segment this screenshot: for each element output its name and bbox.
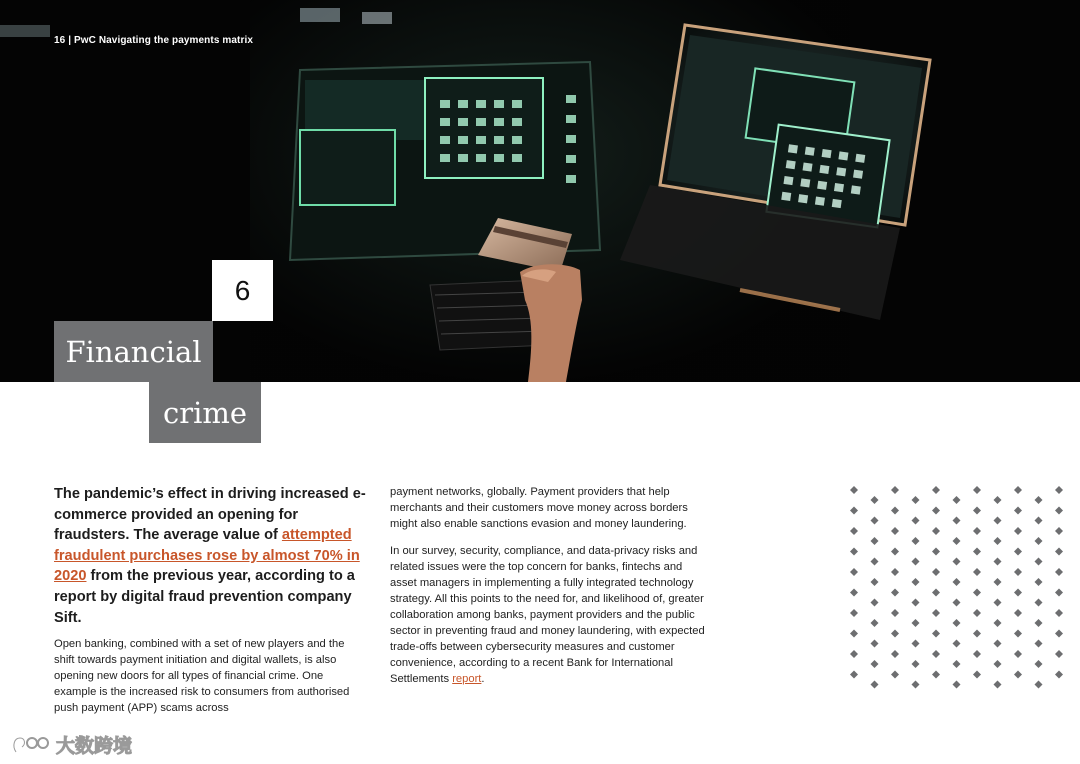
diamond-dot — [1055, 548, 1063, 556]
diamond-dot — [850, 609, 858, 617]
diamond-dot — [994, 558, 1002, 566]
diamond-dot — [994, 619, 1002, 627]
diamond-dot — [1035, 537, 1043, 545]
diamond-dot — [953, 537, 961, 545]
diamond-dot — [871, 558, 879, 566]
diamond-dot — [932, 486, 940, 494]
diamond-dot — [953, 681, 961, 689]
diamond-dot — [973, 671, 981, 679]
diamond-dot — [871, 537, 879, 545]
diamond-dot — [1055, 568, 1063, 576]
diamond-dot — [932, 650, 940, 658]
chapter-title-line2: crime — [149, 382, 261, 443]
diamond-dot — [953, 619, 961, 627]
diamond-dot — [871, 599, 879, 607]
diamond-dot — [912, 619, 920, 627]
diamond-dot — [891, 548, 899, 556]
body-column-2 — [390, 484, 712, 698]
diamond-dot — [1014, 650, 1022, 658]
diamond-dot — [994, 640, 1002, 648]
diamond-dot — [953, 640, 961, 648]
diamond-dot — [973, 527, 981, 535]
diamond-dot — [1035, 517, 1043, 525]
diamond-dot — [1014, 548, 1022, 556]
diamond-dot — [850, 507, 858, 515]
diamond-dot — [850, 568, 858, 576]
diamond-dot — [994, 578, 1002, 586]
diamond-dot — [891, 630, 899, 638]
diamond-dot — [994, 660, 1002, 668]
diamond-dot — [994, 681, 1002, 689]
diamond-dot — [1055, 671, 1063, 679]
diamond-dot — [912, 640, 920, 648]
diamond-dot — [973, 589, 981, 597]
diamond-dot — [891, 486, 899, 494]
diamond-dot — [1035, 619, 1043, 627]
diamond-dot — [1014, 671, 1022, 679]
diamond-dot — [1014, 568, 1022, 576]
diamond-dot — [973, 630, 981, 638]
diamond-dot — [1055, 630, 1063, 638]
diamond-dot — [1035, 496, 1043, 504]
diamond-dot — [953, 599, 961, 607]
col2-paragraph-1: payment networks, globally. Payment providers that help merchants and their customers move money across borders might also enable sanctions evasion and money laundering. — [390, 486, 688, 530]
chapter-number: 6 — [212, 260, 273, 321]
diamond-dot — [871, 619, 879, 627]
lead-text-end: from the previous year, according to a report by digital fraud prevention company Sift. — [54, 568, 355, 626]
watermark-text: 大数跨境 — [56, 736, 133, 757]
diamond-dot — [932, 671, 940, 679]
diamond-dot — [871, 517, 879, 525]
diamond-dot — [1055, 609, 1063, 617]
diamond-dot — [973, 548, 981, 556]
diamond-dot — [891, 589, 899, 597]
diamond-dot — [891, 568, 899, 576]
chapter-title-line1: Financial — [54, 321, 213, 382]
diamond-dot — [1014, 527, 1022, 535]
diamond-dot — [932, 589, 940, 597]
diamond-dot — [932, 609, 940, 617]
diamond-dot — [994, 517, 1002, 525]
diamond-dot — [932, 527, 940, 535]
sift-report-link[interactable]: attempted fraudulent purchases rose by almost 70% in 2020 — [54, 527, 360, 585]
diamond-dot-pattern — [846, 484, 1080, 694]
diamond-dot — [912, 517, 920, 525]
diamond-dot — [1014, 507, 1022, 515]
diamond-dot — [1035, 660, 1043, 668]
diamond-dot — [973, 609, 981, 617]
diamond-dot — [1035, 558, 1043, 566]
diamond-dot — [871, 640, 879, 648]
diamond-dot — [850, 630, 858, 638]
diamond-dot — [994, 537, 1002, 545]
diamond-dot — [891, 671, 899, 679]
diamond-dot — [1014, 630, 1022, 638]
diamond-dot — [850, 486, 858, 494]
diamond-dot — [994, 599, 1002, 607]
diamond-dot — [850, 671, 858, 679]
diamond-dot — [953, 558, 961, 566]
body-column-1: Open banking, combined with a set of new players and the shift towards payment initiation and digital wallets, is also opening new doors for all types of financial crime. One example is the increased risk to consumers from authorised push payment (APP) scams across — [54, 638, 350, 714]
diamond-dot — [912, 496, 920, 504]
diamond-dot — [891, 527, 899, 535]
diamond-dot — [1055, 507, 1063, 515]
diamond-dot — [932, 507, 940, 515]
diamond-dot — [973, 650, 981, 658]
diamond-dot — [1035, 681, 1043, 689]
diamond-dot — [912, 599, 920, 607]
diamond-dot — [891, 609, 899, 617]
diamond-dot — [932, 568, 940, 576]
diamond-dot — [871, 681, 879, 689]
diamond-dot — [953, 660, 961, 668]
diamond-dot — [953, 496, 961, 504]
diamond-dot — [932, 548, 940, 556]
watermark-logo-icon — [10, 734, 50, 756]
diamond-dot — [1055, 589, 1063, 597]
diamond-dot — [1055, 486, 1063, 494]
diamond-dot — [912, 537, 920, 545]
diamond-dot — [850, 589, 858, 597]
diamond-dot — [1055, 527, 1063, 535]
diamond-dot — [1035, 640, 1043, 648]
diamond-dot — [871, 660, 879, 668]
diamond-dot — [973, 507, 981, 515]
diamond-dot — [850, 650, 858, 658]
lead-paragraph — [54, 484, 366, 628]
diamond-dot — [1014, 486, 1022, 494]
diamond-dot — [953, 578, 961, 586]
diamond-dot — [1035, 578, 1043, 586]
diamond-dot — [973, 486, 981, 494]
col2-paragraph-2-text: In our survey, security, compliance, and data-privacy risks and related issues were the top concern for banks, fintechs and asset managers in implementing a fully integrated technology strategy. All this points to the need for, and likelihood of, greater collaboration among banks, payment providers and the public sector in preventing fraud and money laundering, with expected trade-offs between cybersecurity measures and customer convenience, according to a recent Bank for International Settlements — [390, 545, 705, 685]
diamond-dot — [1014, 609, 1022, 617]
diamond-dot — [912, 578, 920, 586]
running-head: 16 | PwC Navigating the payments matrix — [54, 35, 253, 46]
diamond-dot — [1055, 650, 1063, 658]
diamond-dot — [850, 527, 858, 535]
diamond-dot — [912, 681, 920, 689]
diamond-dot — [912, 558, 920, 566]
diamond-dot — [871, 578, 879, 586]
diamond-dot — [1035, 599, 1043, 607]
col2-paragraph-2 — [390, 543, 712, 687]
diamond-dot — [973, 568, 981, 576]
lead-text-start: The pandemic’s effect in driving increased e-commerce provided an opening for fraudsters. The average value of — [54, 486, 366, 544]
diamond-dot — [891, 507, 899, 515]
diamond-dot — [932, 630, 940, 638]
diamond-dot — [912, 660, 920, 668]
diamond-dot — [891, 650, 899, 658]
diamond-dot — [953, 517, 961, 525]
bis-report-link[interactable]: report — [452, 673, 482, 685]
col2-paragraph-2-end: . — [481, 673, 485, 685]
diamond-dot — [1014, 589, 1022, 597]
diamond-dot — [994, 496, 1002, 504]
diamond-dot — [850, 548, 858, 556]
watermark — [10, 731, 132, 758]
diamond-dot — [871, 496, 879, 504]
